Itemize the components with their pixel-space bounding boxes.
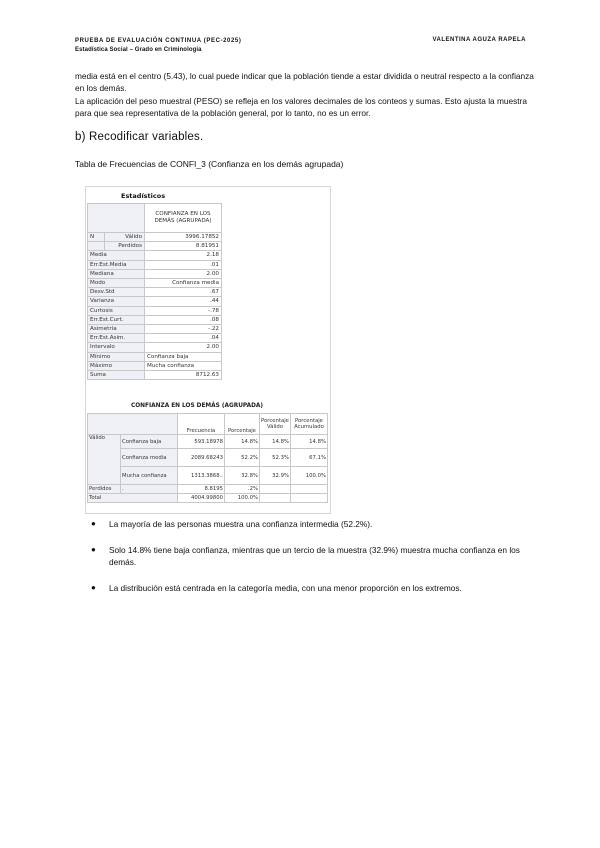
valid-pct-value: 52.3%	[260, 449, 291, 467]
list-item	[75, 582, 545, 595]
stat-label: Curtosis	[88, 306, 145, 315]
bullet-icon: ●	[91, 582, 96, 592]
stats-table-title: Estadísticos	[121, 192, 166, 200]
stat-value: .04	[145, 334, 222, 343]
list-item	[75, 544, 545, 569]
category-label: Mucha confianza	[121, 467, 178, 485]
bullet-icon: ●	[91, 544, 96, 554]
category-label: Confianza baja	[121, 435, 178, 449]
course-subtitle: Estadística Social – Grado en Criminología	[75, 47, 202, 53]
missing-row-label: Perdidos	[88, 485, 121, 494]
valid-group-label: Válido	[88, 435, 121, 485]
stat-value: .08	[145, 315, 222, 324]
table-caption: Tabla de Frecuencias de CONFI_3 (Confianza en los demás agrupada)	[75, 159, 344, 169]
stat-value: .44	[145, 297, 222, 306]
stat-label: Mediana	[88, 269, 145, 278]
section-heading: b) Recodificar variables.	[75, 131, 204, 143]
paragraph-weight-note: La aplicación del peso muestral (PESO) se refleja en los valores decimales de los conteos y sumas. Esto ajusta la muestra para que sea representativa de la población general, por lo tanto, no es un error.	[75, 96, 527, 118]
stat-label: Modo	[88, 279, 145, 288]
valid-label: Válido	[105, 233, 145, 242]
paragraph-mean-interpretation: media está en el centro (5.43), lo cual puede indicar que la población tiende a estar dividida o neutral respecto a la confianza en los demás.	[75, 71, 534, 93]
stat-value: Mucha confianza	[145, 361, 222, 370]
category-label: Confianza media	[121, 449, 178, 467]
valid-pct-value: 14.8%	[260, 435, 291, 449]
author-name: VALENTINA AGUZA RAPELA	[432, 37, 526, 43]
stat-value: 2.00	[145, 343, 222, 352]
stat-value: 8712.63	[145, 371, 222, 380]
freq-table-title: CONFIANZA EN LOS DEMÁS (AGRUPADA)	[131, 403, 264, 409]
bullet-text: La mayoría de las personas muestra una confianza intermedia (52.2%).	[109, 519, 373, 529]
bullet-text: Solo 14.8% tiene baja confianza, mientras que un tercio de la muestra (32.9%) muestra mucha confianza en los demás.	[109, 544, 520, 567]
total-pct: 100.0%	[225, 494, 260, 503]
header-frecuencia: Frecuencia	[178, 414, 225, 435]
n-label: N	[88, 233, 105, 242]
missing-pct: .2%	[225, 485, 260, 494]
findings-list	[75, 518, 545, 594]
total-freq: 4004.99800	[178, 494, 225, 503]
cum-pct-value: 67.1%	[291, 449, 328, 467]
cum-pct-value: 14.8%	[291, 435, 328, 449]
missing-freq: 8.8195	[178, 485, 225, 494]
missing-row-mark: .	[121, 485, 178, 494]
header-porcentaje-valido: Porcentaje Válido	[260, 414, 291, 435]
stat-label: Desv.Std	[88, 288, 145, 297]
stat-label: Err.Est.Curt.	[88, 315, 145, 324]
header-porcentaje-acumulado: Porcentaje Acumulado	[291, 414, 328, 435]
exam-title: PRUEBA DE EVALUACIÓN CONTINUA (PEC-2025)	[75, 38, 242, 44]
stat-label: Asimetría	[88, 325, 145, 334]
stat-value: Confianza baja	[145, 352, 222, 361]
stat-label: Err.Est.Media	[88, 260, 145, 269]
pct-value: 32.8%	[225, 467, 260, 485]
statistics-table	[87, 203, 222, 380]
missing-value: 8.81951	[145, 242, 222, 251]
total-row-label: Total	[88, 494, 178, 503]
bullet-text: La distribución está centrada en la categoría media, con una menor proporción en los extremos.	[109, 582, 462, 593]
stat-label: Intervalo	[88, 343, 145, 352]
stat-value: -.78	[145, 306, 222, 315]
stat-value: .67	[145, 288, 222, 297]
frequency-table	[87, 413, 328, 503]
list-item	[75, 518, 545, 531]
spss-output-image	[85, 186, 331, 514]
freq-value: 2089.68243	[178, 449, 225, 467]
pct-value: 52.2%	[225, 449, 260, 467]
stat-value: .01	[145, 260, 222, 269]
stat-value: 2.18	[145, 251, 222, 260]
bullet-icon: ●	[91, 519, 96, 528]
freq-value: 593.18978	[178, 435, 225, 449]
stat-value: 2.00	[145, 269, 222, 278]
freq-value: 1313.3868..	[178, 467, 225, 485]
page-header-left	[75, 37, 241, 55]
stat-label: Máximo	[88, 361, 145, 370]
stat-label: Mínimo	[88, 352, 145, 361]
pct-value: 14.8%	[225, 435, 260, 449]
stats-column-header: CONFIANZA EN LOS DEMÁS (AGRUPADA)	[145, 204, 222, 233]
cum-pct-value: 100.0%	[291, 467, 328, 485]
stat-label: Varianza	[88, 297, 145, 306]
stat-label: Media	[88, 251, 145, 260]
stat-label: Err.Est.Asim.	[88, 334, 145, 343]
valid-pct-value: 32.9%	[260, 467, 291, 485]
header-porcentaje: Porcentaje	[225, 414, 260, 435]
valid-value: 3996.17852	[145, 233, 222, 242]
stat-value: Confianza media	[145, 279, 222, 288]
missing-label: Perdidos	[105, 242, 145, 251]
stat-label: Suma	[88, 371, 145, 380]
stat-value: -.22	[145, 325, 222, 334]
